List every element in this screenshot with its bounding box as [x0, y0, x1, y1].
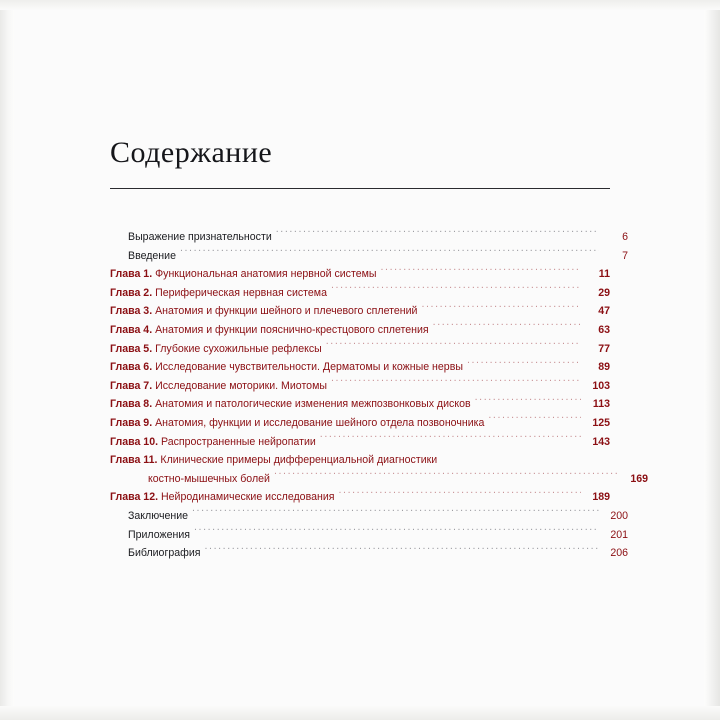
toc-page-number: 7 [622, 249, 628, 262]
toc-page-number: 29 [598, 286, 610, 299]
page-title: Содержание [110, 136, 273, 169]
toc-leader-dots [381, 265, 582, 277]
toc-page-number: 200 [610, 509, 628, 522]
toc-entry[interactable] [110, 526, 628, 545]
toc-leader-dots [331, 377, 581, 389]
toc-leader-dots [331, 284, 581, 296]
toc-leader-dots [421, 302, 581, 314]
toc-chapter-number: Глава 7. [110, 379, 153, 392]
toc-entry-label [110, 285, 327, 303]
toc-chapter-title: Нейродинамические исследования [161, 491, 335, 504]
toc-chapter-title: Анатомия и функции шейного и плечевого сплетений [155, 305, 418, 318]
toc-entry-label [110, 452, 437, 470]
toc-page-number: 63 [598, 323, 610, 336]
toc-entry-label: Заключение [128, 509, 189, 522]
toc-entry-label: Выражение признательности [128, 231, 272, 243]
toc-page-number: 189 [592, 491, 610, 504]
toc-chapter-number: Глава 9. [110, 416, 153, 429]
toc-page-number: 143 [592, 435, 610, 448]
toc-entry-label [110, 341, 322, 359]
toc-entry[interactable] [110, 340, 610, 359]
toc-leader-dots [276, 228, 599, 240]
toc-chapter-title: Анатомия, функции и исследование шейного отдела позвоночника [155, 416, 485, 429]
toc-leader-dots [326, 340, 581, 352]
toc-chapter-title: Периферическая нервная система [155, 286, 327, 299]
toc-chapter-number: Глава 8. [110, 398, 153, 411]
toc-entry-label [110, 266, 377, 284]
toc-entry-label [110, 415, 484, 433]
toc-page-number: 206 [610, 547, 628, 560]
toc-page-number: 89 [598, 361, 610, 374]
toc-page-number: 103 [592, 379, 610, 392]
toc-leader-dots [338, 488, 581, 500]
toc-leader-dots [194, 526, 599, 538]
toc-entry[interactable] [110, 377, 610, 396]
toc-chapter-number: Глава 1. [110, 268, 153, 281]
toc-entry[interactable] [110, 414, 610, 433]
toc-entry-label [110, 396, 471, 414]
table-of-contents [110, 228, 648, 563]
toc-chapter-title: Исследование чувствительности. Дерматомы и кожные нервы [155, 361, 463, 374]
toc-leader-spacer [441, 451, 581, 463]
toc-chapter-number: Глава 5. [110, 342, 153, 355]
toc-entry-label: Библиография [128, 547, 201, 560]
toc-entry[interactable] [110, 228, 628, 247]
toc-chapter-number: Глава 11. [110, 454, 158, 467]
toc-entry-label [110, 489, 334, 507]
toc-page-number: 77 [598, 342, 610, 355]
toc-leader-dots [433, 321, 581, 333]
toc-entry[interactable] [110, 358, 610, 377]
toc-entry[interactable] [110, 544, 628, 563]
toc-chapter-number: Глава 2. [110, 286, 153, 299]
toc-entry[interactable] [110, 321, 610, 340]
toc-page-number: 47 [598, 305, 610, 318]
toc-entry-label [110, 303, 417, 321]
toc-entry-label-continued: костно-мышечных болей [148, 472, 270, 485]
toc-chapter-number: Глава 12. [110, 491, 159, 504]
toc-page-number: 11 [598, 268, 610, 281]
toc-chapter-title: Распространенные нейропатии [161, 435, 316, 448]
toc-leader-dots [274, 470, 619, 482]
toc-entry[interactable] [110, 451, 610, 470]
toc-page-number: 201 [610, 528, 628, 541]
toc-chapter-title: Клинические примеры дифференциальной диагностики [160, 454, 438, 467]
toc-chapter-number: Глава 4. [110, 323, 153, 336]
toc-leader-dots [192, 507, 599, 519]
toc-chapter-title: Анатомия и функции пояснично-крестцового сплетения [155, 323, 429, 336]
toc-entry-label [110, 434, 316, 452]
toc-chapter-number: Глава 10. [110, 435, 159, 448]
toc-entry[interactable] [110, 433, 610, 452]
toc-entry-label [110, 322, 429, 340]
toc-entry[interactable] [110, 507, 628, 526]
toc-entry-label [110, 359, 463, 377]
toc-entry-label: Введение [128, 249, 176, 262]
toc-chapter-title: Глубокие сухожильные рефлексы [155, 342, 322, 355]
toc-chapter-title: Исследование моторики. Миотомы [155, 379, 327, 392]
toc-entry-label: Приложения [128, 528, 190, 541]
toc-page-number: 169 [630, 472, 648, 485]
toc-entry[interactable] [110, 247, 628, 266]
toc-chapter-title: Анатомия и патологические изменения межпозвонковых дисков [155, 398, 471, 411]
toc-leader-dots [320, 433, 581, 445]
toc-leader-dots [475, 395, 581, 407]
toc-chapter-number: Глава 6. [110, 361, 153, 374]
toc-leader-dots [488, 414, 581, 426]
title-divider [110, 188, 610, 189]
toc-chapter-title: Функциональная анатомия нервной системы [155, 268, 377, 281]
toc-entry[interactable] [110, 395, 610, 414]
toc-leader-dots [180, 247, 599, 259]
toc-entry[interactable] [110, 284, 610, 303]
toc-leader-dots [467, 358, 581, 370]
toc-entry[interactable] [110, 302, 610, 321]
toc-page-number: 113 [592, 398, 610, 411]
toc-page-number: 125 [592, 416, 610, 429]
toc-entry-continuation[interactable] [110, 470, 648, 489]
toc-page-number: 6 [622, 231, 628, 243]
toc-chapter-number: Глава 3. [110, 305, 153, 318]
toc-leader-dots [204, 544, 599, 556]
toc-entry-label [110, 378, 327, 396]
toc-entry[interactable] [110, 265, 610, 284]
toc-entry[interactable] [110, 488, 610, 507]
